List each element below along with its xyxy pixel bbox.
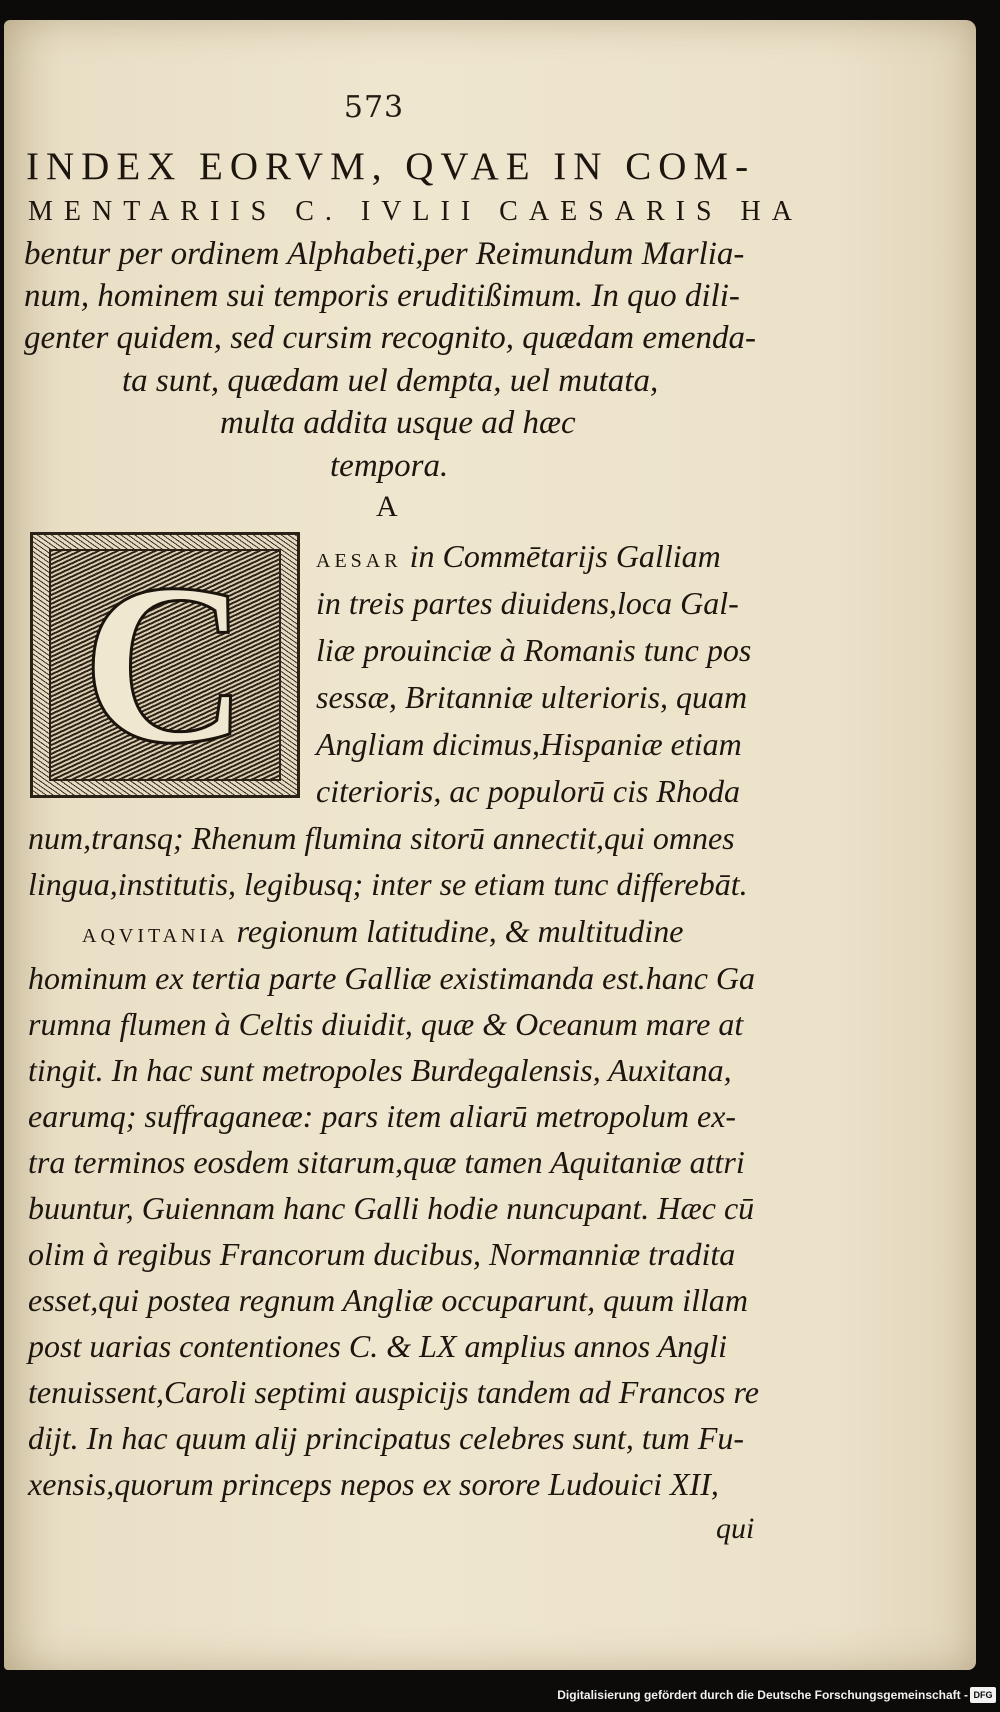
first-line [316,538,721,575]
text-line: num,transq; Rhenum flumina sitorū annectit,qui omnes [28,820,735,856]
aquitania-line [82,913,683,950]
text-line: in treis partes diuidens,loca Gal- [316,585,739,621]
aquitania-text: regionum latitudine, & multitudine [228,913,684,949]
aquitania-heading: AQVITANIA [82,925,229,947]
text-line: Angliam dicimus,Hispaniæ etiam [316,726,742,762]
subtitle-line: multa addita usque ad hæc [220,405,576,441]
title-line-2: MENTARIIS C. IVLII CAESARIS HA [28,196,803,227]
text-line: liæ prouinciæ à Romanis tunc pos [316,632,752,668]
text-line: hominum ex tertia parte Galliæ existimanda est.hanc Ga [28,960,756,996]
decorated-initial [30,532,300,798]
text-line: lingua,institutis, legibusq; inter se etiam tunc differebāt. [28,866,748,902]
initial-letter: C [81,536,249,791]
text-line: buuntur, Guiennam hanc Galli hodie nuncupant. Hæc cū [28,1190,755,1226]
text-line: sessæ, Britanniæ ulterioris, quam [316,679,748,715]
text-line: esset,qui postea regnum Angliæ occuparunt, quum illam [28,1282,748,1318]
text-line: olim à regibus Francorum ducibus, Normanniæ tradita [28,1236,736,1272]
section-letter: A [376,490,398,523]
text-line: earumq; suffraganeæ: pars item aliarū metropolum ex- [28,1098,737,1134]
first-word: AESAR [316,550,402,572]
text-line: citerioris, ac populorū cis Rhoda [316,773,740,809]
catchword: qui [716,1512,755,1545]
text-line: xensis,quorum princeps nepos ex sorore Ludouici XII, [28,1466,719,1502]
text-line: post uarias contentiones C. & LX amplius annos Angli [28,1328,727,1364]
text-line: tingit. In hac sunt metropoles Burdegalensis, Auxitana, [28,1052,732,1088]
text-line: rumna flumen à Celtis diuidit, quæ & Oceanum mare at [28,1006,744,1042]
subtitle-line: genter quidem, sed cursim recognito, quædam emenda- [24,320,756,356]
text-line: tenuissent,Caroli septimi auspicijs tandem ad Francos re [28,1374,759,1410]
subtitle-line: num, hominem sui temporis eruditißimum. In quo dili- [24,278,740,314]
text-line: tra terminos eosdem sitarum,quæ tamen Aquitaniæ attri [28,1144,745,1180]
text-line: dijt. In hac quum alij principatus celebres sunt, tum Fu- [28,1420,745,1456]
footer-text: Digitalisierung gefördert durch die Deutsche Forschungsgemeinschaft - [557,1688,968,1702]
subtitle-line: bentur per ordinem Alphabeti,per Reimundum Marlia- [24,236,745,272]
book-page [4,20,976,1670]
footer-credit [0,1678,1000,1712]
title-line-1: INDEX EORVM, QVAE IN COM- [26,145,756,188]
dfg-logo-icon: DFG [970,1687,996,1703]
subtitle-line: ta sunt, quædam uel dempta, uel mutata, [122,363,659,399]
subtitle-line: tempora. [330,448,449,484]
first-line-text: in Commētarijs Galliam [401,538,721,574]
page-number: 573 [343,90,405,125]
